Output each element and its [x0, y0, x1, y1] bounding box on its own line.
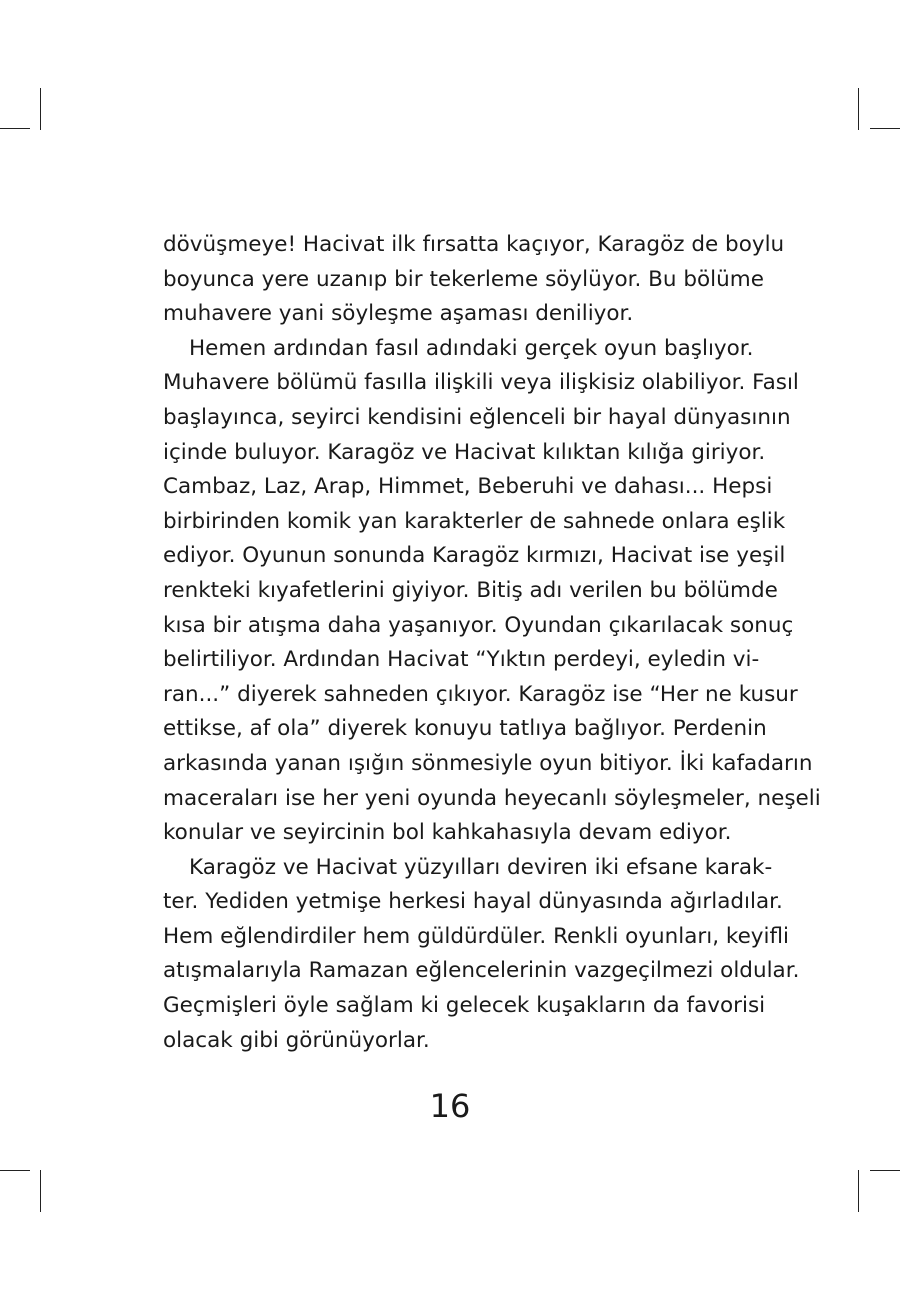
crop-mark-top-left-vertical: [40, 88, 41, 130]
text-line: başlayınca, seyirci kendisini eğlenceli bir hayal dünyasının: [163, 404, 791, 430]
text-line: Geçmişleri öyle sağlam ki gelecek kuşakların da favorisi: [163, 993, 766, 1019]
text-line: Muhavere bölümü fasılla ilişkili veya ilişkisiz olabiliyor. Fasıl: [163, 370, 799, 396]
text-line: ettikse, af ola” diyerek konuyu tatlıya bağlıyor. Perdenin: [163, 716, 767, 742]
paragraph-2: [163, 332, 821, 851]
text-line: Karagöz ve Hacivat yüzyılları deviren iki efsane karak-: [189, 854, 773, 880]
text-line: maceraları ise her yeni oyunda heyecanlı söyleşmeler, neşeli: [163, 785, 821, 811]
text-line: ran...” diyerek sahneden çıkıyor. Karagöz ise “Her ne kusur: [163, 681, 798, 707]
crop-mark-top-right-vertical: [858, 88, 859, 130]
body-text: [163, 228, 821, 1058]
text-line: ediyor. Oyunun sonunda Karagöz kırmızı, Hacivat ise yeşil: [163, 543, 786, 569]
text-line: ter. Yediden yetmişe herkesi hayal dünyasında ağırladılar.: [163, 889, 783, 915]
crop-mark-top-left-horizontal: [0, 128, 30, 129]
text-line: birbirinden komik yan karakterler de sahnede onlara eşlik: [163, 508, 786, 534]
text-line: renkteki kıyafetlerini giyiyor. Bitiş adı verilen bu bölümde: [163, 577, 778, 603]
text-line: dövüşmeye! Hacivat ilk fırsatta kaçıyor, Karagöz de boylu: [163, 232, 785, 257]
text-line: Cambaz, Laz, Arap, Himmet, Beberuhi ve dahası... Hepsi: [163, 474, 773, 500]
text-line: muhavere yani söyleşme aşaması deniliyor.: [163, 301, 634, 327]
paragraph-1: [163, 228, 785, 332]
text-line: içinde buluyor. Karagöz ve Hacivat kılıktan kılığa giriyor.: [163, 439, 766, 465]
text-line: boyunca yere uzanıp bir tekerleme söylüyor. Bu bölüme: [163, 266, 764, 292]
crop-mark-bottom-right-horizontal: [870, 1170, 900, 1171]
crop-mark-bottom-left-vertical: [40, 1170, 41, 1212]
text-line: belirtiliyor. Ardından Hacivat “Yıktın perdeyi, eyledin vi-: [163, 647, 760, 673]
crop-mark-bottom-right-vertical: [858, 1170, 859, 1212]
text-line: arkasında yanan ışığın sönmesiyle oyun bitiyor. İki kafadarın: [163, 750, 813, 776]
text-line: Hemen ardından fasıl adındaki gerçek oyun başlıyor.: [189, 335, 754, 361]
text-line: atışmalarıyla Ramazan eğlencelerinin vazgeçilmezi oldular.: [163, 958, 800, 984]
text-line: kısa bir atışma daha yaşanıyor. Oyundan çıkarılacak sonuç: [163, 612, 794, 638]
crop-mark-bottom-left-horizontal: [0, 1170, 30, 1171]
text-line: konular ve seyircinin bol kahkahasıyla devam ediyor.: [163, 820, 732, 846]
crop-mark-top-right-horizontal: [870, 128, 900, 129]
page-number: 16: [429, 1087, 471, 1125]
paragraph-3: [163, 851, 800, 1059]
text-line: Hem eğlendirdiler hem güldürdüler. Renkli oyunları, keyifli: [163, 923, 790, 949]
text-line: olacak gibi görünüyorlar.: [163, 1027, 430, 1053]
